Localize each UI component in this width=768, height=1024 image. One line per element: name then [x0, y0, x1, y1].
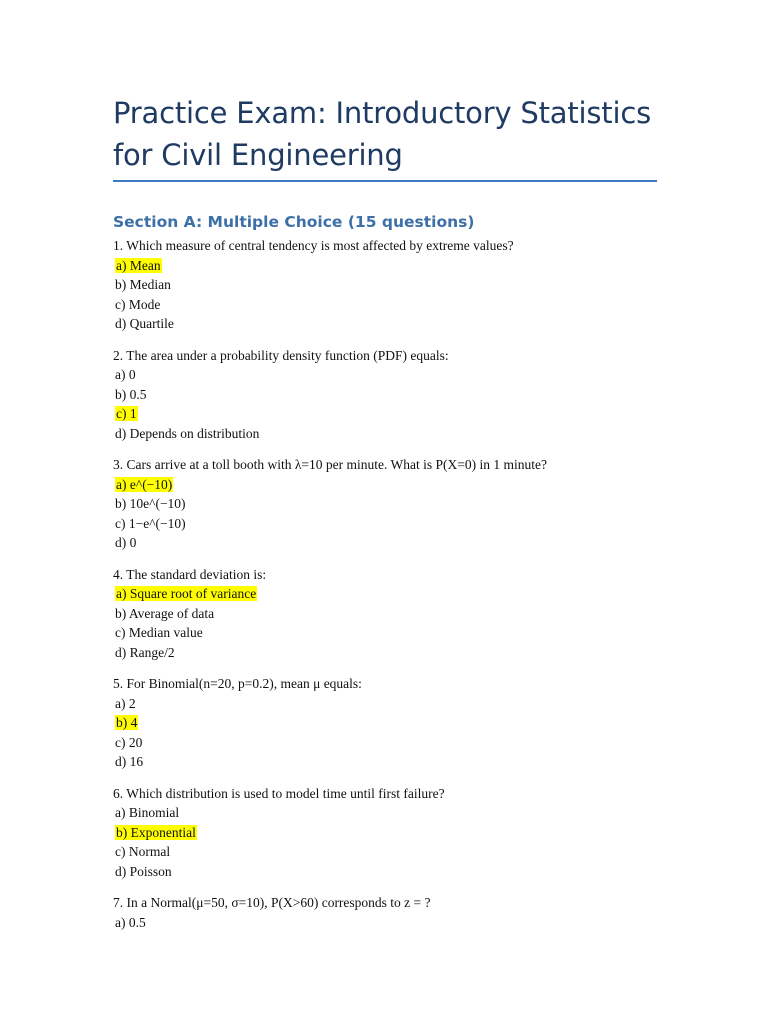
option-text: d) 0 [115, 535, 137, 550]
answer-option [113, 514, 673, 534]
option-text: a) 2 [115, 695, 136, 711]
section-heading: Section A: Multiple Choice (15 questions) [113, 213, 475, 231]
highlighted-answer: b) 4 [116, 715, 138, 730]
answer-option [113, 803, 673, 823]
answer-option [113, 842, 673, 862]
question-4 [113, 565, 673, 663]
question-stem: 5. For Binomial(n=20, p=0.2), mean μ equals: [113, 676, 362, 691]
answer-option [113, 752, 673, 772]
question-stem: 1. Which measure of central tendency is most affected by extreme values? [113, 238, 514, 253]
answer-option [113, 623, 673, 643]
answer-option [113, 365, 673, 385]
question-stem: 4. The standard deviation is: [113, 566, 267, 582]
answer-option [113, 694, 673, 714]
answer-option [113, 424, 673, 444]
option-text: d) Depends on distribution [115, 425, 260, 441]
highlighted-answer: b) Exponential [116, 824, 196, 840]
highlighted-answer: c) 1 [116, 406, 137, 421]
answer-option [113, 713, 673, 733]
answer-option [113, 256, 673, 276]
answer-option [113, 533, 673, 553]
option-text: b) Median [115, 277, 171, 292]
question-list [113, 236, 673, 944]
answer-option [113, 314, 673, 334]
option-text: c) 20 [115, 734, 143, 750]
title-divider [113, 180, 657, 182]
question-stem: 3. Cars arrive at a toll booth with λ=10 per minute. What is P(X=0) in 1 minute? [113, 457, 547, 472]
question-stem: 7. In a Normal(μ=50, σ=10), P(X>60) corresponds to z = ? [113, 895, 431, 910]
option-text: a) 0 [115, 367, 136, 382]
highlighted-answer: a) Mean [116, 257, 161, 273]
answer-option [113, 733, 673, 753]
answer-option [113, 275, 673, 295]
answer-option [113, 494, 673, 514]
option-text: d) Quartile [115, 316, 174, 331]
option-text: b) Average of data [115, 605, 215, 621]
question-stem: 6. Which distribution is used to model time until first failure? [113, 785, 445, 801]
question-7 [113, 893, 673, 932]
question-5 [113, 674, 673, 772]
answer-option [113, 475, 673, 495]
page-title: Practice Exam: Introductory Statistics for Civil Engineering [113, 96, 651, 172]
option-text: d) 16 [115, 754, 144, 769]
option-text: b) 10e^(−10) [115, 496, 186, 511]
answer-option [113, 295, 673, 315]
answer-option [113, 604, 673, 624]
answer-option [113, 404, 673, 424]
option-text: b) 0.5 [115, 386, 147, 402]
option-text: c) 1−e^(−10) [115, 515, 186, 531]
option-text: d) Range/2 [115, 644, 175, 660]
question-1 [113, 236, 673, 334]
answer-option [113, 385, 673, 405]
answer-option [113, 823, 673, 843]
answer-option [113, 913, 673, 933]
highlighted-answer: a) Square root of variance [116, 586, 257, 601]
question-3 [113, 455, 673, 553]
answer-option [113, 862, 673, 882]
answer-option [113, 584, 673, 604]
question-stem: 2. The area under a probability density function (PDF) equals: [113, 347, 449, 363]
question-2 [113, 346, 673, 444]
option-text: a) Binomial [115, 805, 180, 820]
option-text: c) Median value [115, 625, 203, 640]
answer-option [113, 643, 673, 663]
question-6 [113, 784, 673, 882]
option-text: c) Mode [115, 296, 161, 312]
option-text: c) Normal [115, 844, 171, 859]
highlighted-answer: a) e^(−10) [116, 476, 173, 492]
option-text: d) Poisson [115, 863, 172, 879]
option-text: a) 0.5 [115, 914, 146, 930]
